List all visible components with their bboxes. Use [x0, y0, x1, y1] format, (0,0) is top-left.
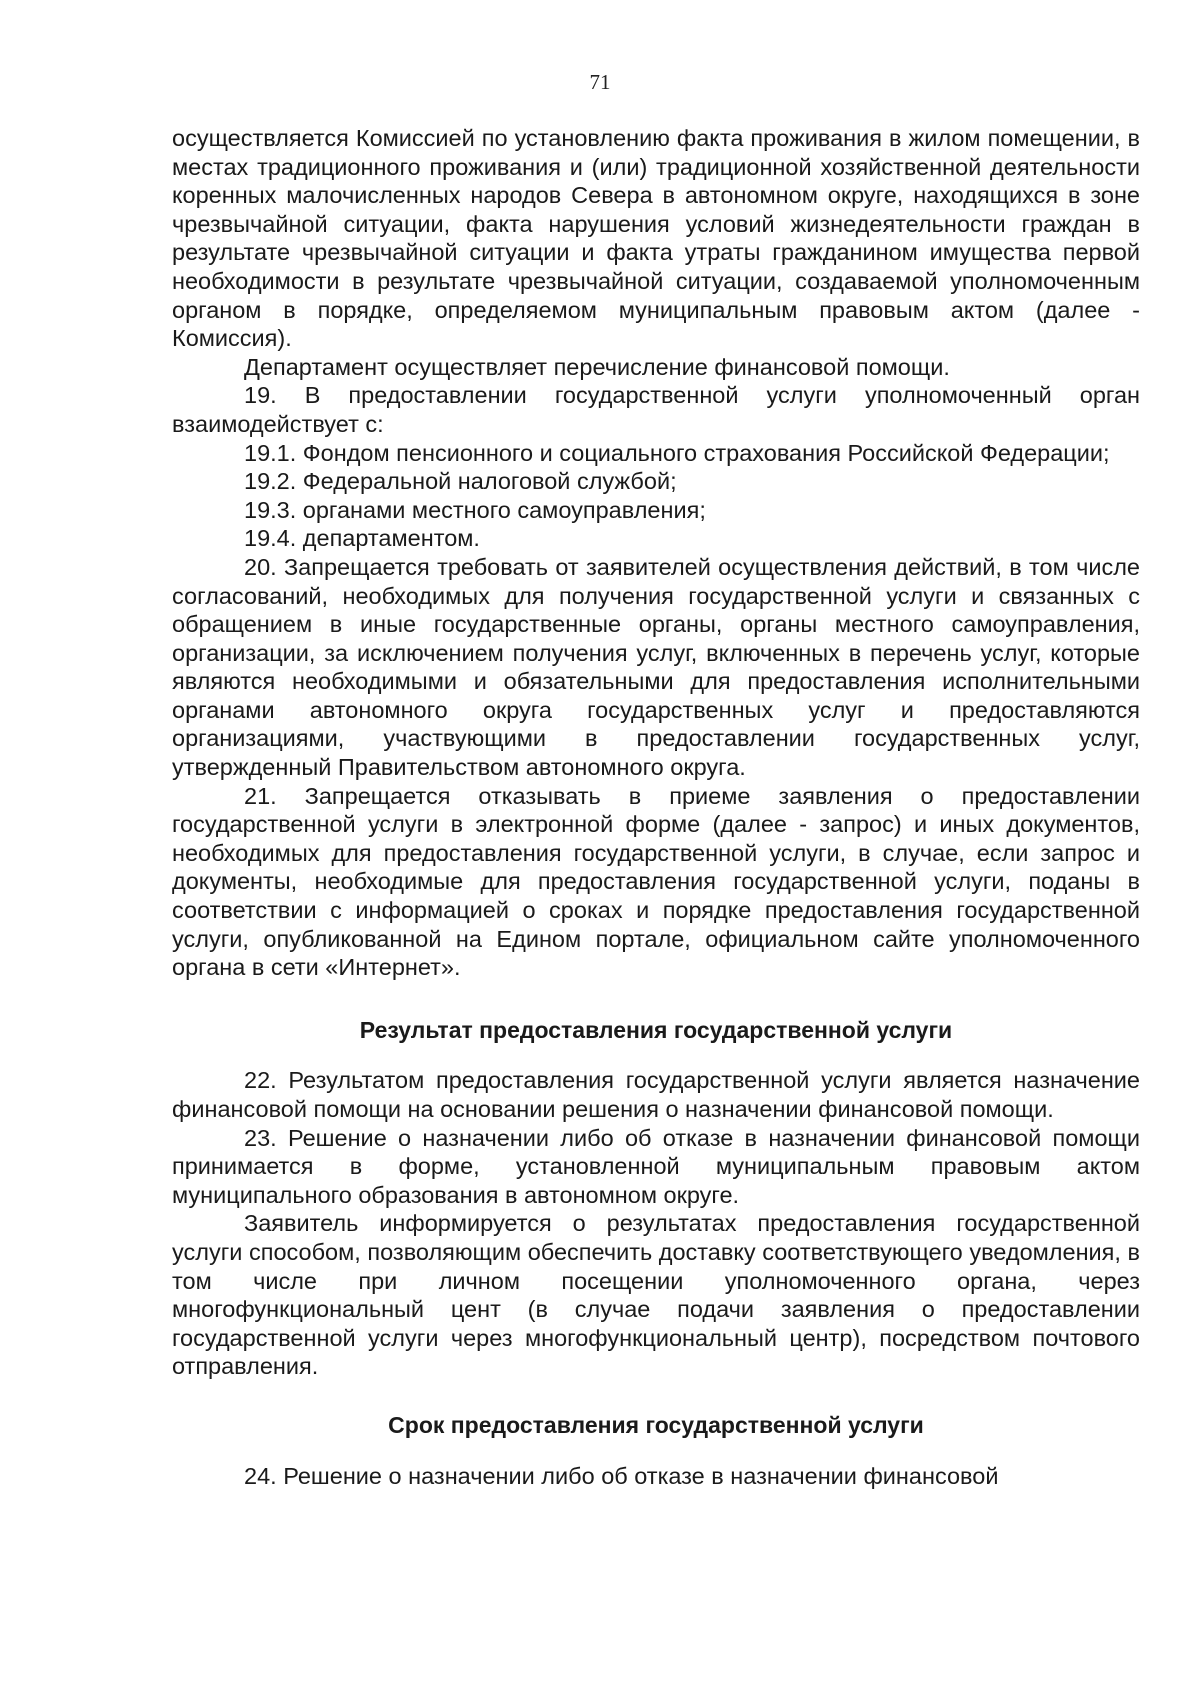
paragraph-22: 22. Результатом предоставления государственной услуги является назначение финансовой помощи на основании решения о назначении финансовой помощи.	[172, 1067, 1140, 1122]
paragraph-19: 19. В предоставлении государственной услуги уполномоченный орган взаимодействует с:	[172, 382, 1140, 437]
section-heading-term: Срок предоставления государственной услуги	[388, 1411, 924, 1438]
paragraph-department: Департамент осуществляет перечисление финансовой помощи.	[244, 353, 950, 380]
paragraph-23: 23. Решение о назначении либо об отказе в назначении финансовой помощи принимается в форме, установленной муниципальным правовым актом муниципального образования в автономном округе.	[172, 1124, 1140, 1208]
paragraph-21: 21. Запрещается отказывать в приеме заявления о предоставлении государственной услуги в электронной форме (далее - запрос) и иных документов, необходимых для предоставления государственной услуги, в случае, если запрос и документы, необходимые для предоставления государственной услуги, поданы в соответствии с информацией о сроках и порядке предоставления государственной услуги, опубликованной на Едином портале, официальном сайте уполномоченного органа в сети «Интернет».	[172, 782, 1140, 981]
paragraph-20: 20. Запрещается требовать от заявителей осуществления действий, в том числе согласований, необходимых для получения государственной услуги и связанных с обращением в иные государственные органы, органы местного самоуправления, организации, за исключением получения услуг, включенных в перечень услуг, которые являются необходимыми и обязательными для предоставления исполнительными органами автономного округа государственных услуг и предоставляются организациями, участвующими в предоставлении государственных услуг, утвержденный Правительством автономного округа.	[172, 553, 1140, 781]
paragraph-24: 24. Решение о назначении либо об отказе в назначении финансовой	[244, 1462, 999, 1489]
section-heading-result: Результат предоставления государственной услуги	[359, 1016, 953, 1043]
paragraph-19-2: 19.2. Федеральной налоговой службой;	[244, 468, 677, 495]
page-number: 71	[589, 70, 611, 94]
paragraph-19-3: 19.3. органами местного самоуправления;	[244, 496, 706, 523]
paragraph-19-4: 19.4. департаментом.	[244, 525, 480, 552]
paragraph-19-1: 19.1. Фондом пенсионного и социального страхования Российской Федерации;	[244, 439, 1110, 466]
paragraph-intro: осуществляется Комиссией по установлению факта проживания в жилом помещении, в местах традиционного проживания и (или) традиционной хозяйственной деятельности коренных малочисленных народов Севера в автономном округе, находящихся в зоне чрезвычайной ситуации, факта нарушения условий жизнедеятельности граждан в результате чрезвычайной ситуации и факта утраты гражданином имущества первой необходимости в результате чрезвычайной ситуации, создаваемой уполномоченным органом в порядке, определяемом муниципальным правовым актом (далее - Комиссия).	[172, 125, 1140, 352]
document-body	[172, 124, 1140, 1490]
paragraph-applicant: Заявитель информируется о результатах предоставления государственной услуги способом, позволяющим обеспечить доставку соответствующего уведомления, в том числе при личном посещении уполномоченного органа, через многофункциональный цент (в случае подачи заявления о предоставлении государственной услуги через многофункциональный центр), посредством почтового отправления.	[172, 1210, 1140, 1380]
